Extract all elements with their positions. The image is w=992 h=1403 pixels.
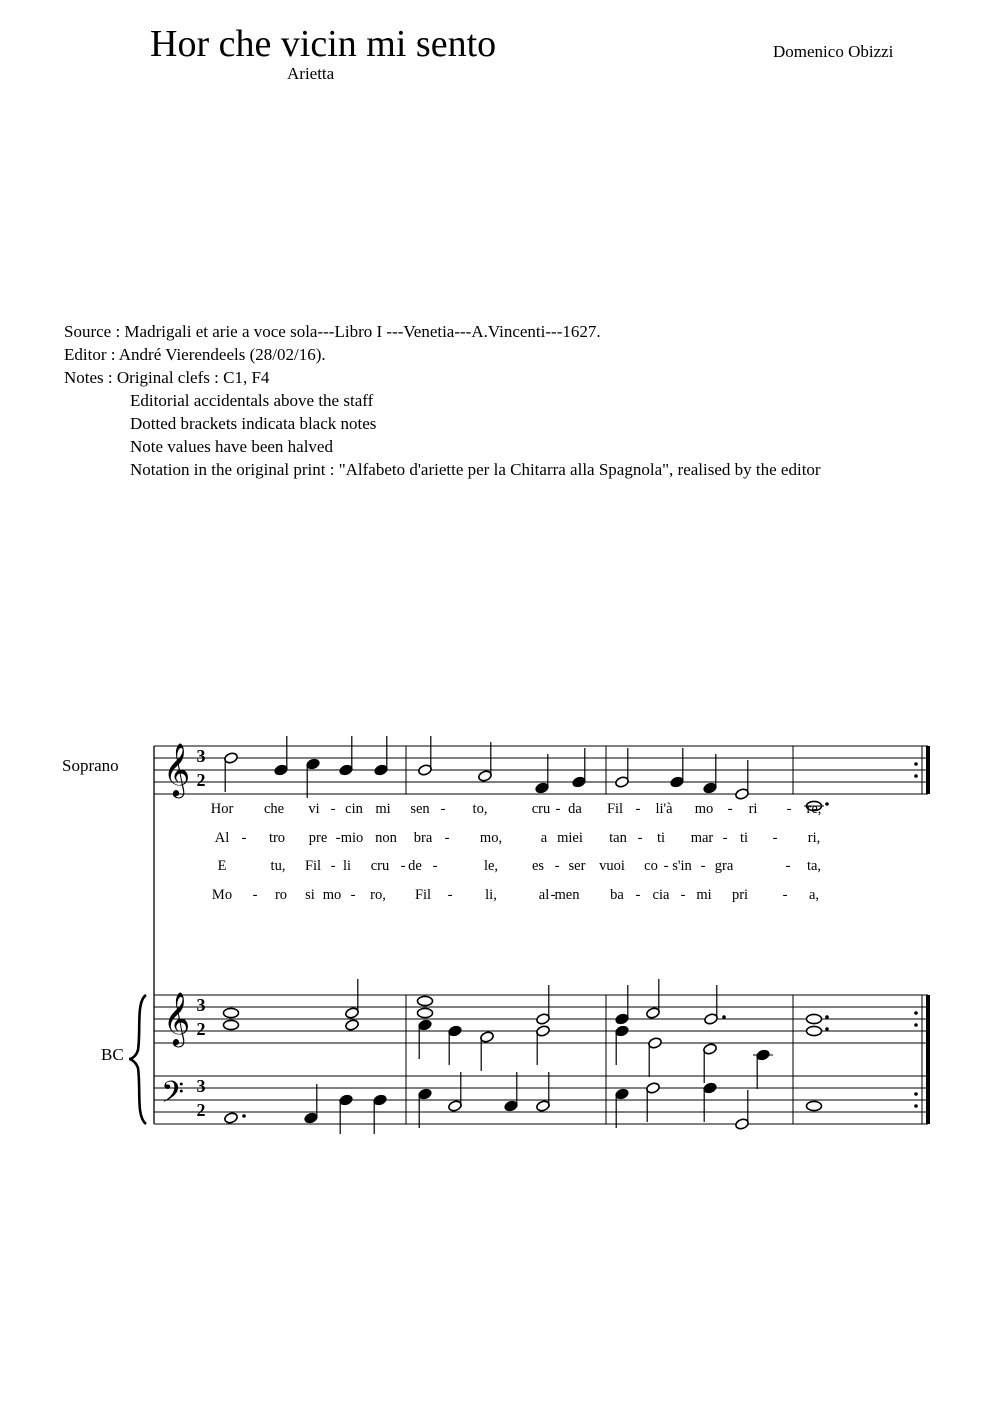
note <box>224 752 239 792</box>
lyric-hyphen: - <box>330 858 336 874</box>
lyric-syllable: Fil <box>304 858 322 874</box>
lyric-syllable: co <box>644 858 658 874</box>
lyric-syllable: es <box>531 858 545 874</box>
lyric-syllable: vuoi <box>599 858 625 874</box>
bc-label: BC <box>101 1045 124 1064</box>
lyric-syllable: tu, <box>270 858 286 874</box>
lyric-syllable: li, <box>485 887 497 903</box>
note <box>536 1025 551 1065</box>
note <box>418 1019 433 1059</box>
bc-bass-staff <box>154 1076 928 1124</box>
lyric-syllable: Mo <box>211 887 233 903</box>
note <box>536 985 551 1025</box>
lyric-syllable: mo <box>694 801 714 817</box>
note <box>418 1008 433 1017</box>
lyrics <box>211 801 822 903</box>
lyric-hyphen: - <box>432 858 438 874</box>
lyric-syllable: ri <box>748 801 758 817</box>
lyric-syllable: re, <box>806 801 822 817</box>
lyric-hyphen: - <box>444 830 450 846</box>
notes-label-line: Notes : Original clefs : C1, F4 <box>64 368 270 387</box>
note <box>306 758 321 798</box>
notes-line: Notation in the original print : "Alfabeto d'ariette per la Chitarra alla Spagnola", realised by the editor <box>130 460 821 479</box>
lyric-hyphen: - <box>722 830 728 846</box>
note <box>478 742 493 782</box>
soprano-label: Soprano <box>62 756 119 775</box>
note <box>615 985 630 1025</box>
note <box>504 1072 519 1112</box>
lyric-syllable: pri <box>731 887 749 903</box>
lyric-syllable: ti <box>739 830 749 846</box>
bar-lines <box>406 746 793 1124</box>
lyric-syllable: miei <box>557 830 583 846</box>
time-signature-bottom: 2 <box>196 1019 206 1039</box>
treble-clef-icon: 𝄞 <box>163 744 191 795</box>
note <box>615 1025 630 1065</box>
note <box>615 1088 630 1128</box>
lyric-syllable: da <box>568 801 582 817</box>
note <box>345 979 360 1019</box>
lyric-syllable: si <box>305 887 315 903</box>
lyric-hyphen: - <box>727 801 733 817</box>
lyric-syllable: cru <box>531 801 551 817</box>
lyric-hyphen: - <box>680 887 686 903</box>
lyric-hyphen: - <box>555 801 561 817</box>
lyric-hyphen: - <box>241 830 247 846</box>
note <box>703 1043 718 1083</box>
lyric-syllable: sen <box>410 801 430 817</box>
lyric-hyphen: - <box>550 887 556 903</box>
note <box>615 748 630 788</box>
lyric-syllable: vi <box>308 801 320 817</box>
note <box>536 1072 551 1112</box>
page-subtitle: Arietta <box>287 64 335 83</box>
lyric-syllable: li'à <box>655 801 673 817</box>
lyric-syllable: Fil <box>606 801 624 817</box>
note <box>703 1082 718 1122</box>
lyric-hyphen: - <box>440 801 446 817</box>
note <box>339 736 354 776</box>
lyric-syllable: ti <box>656 830 666 846</box>
note <box>646 1082 661 1122</box>
lyric-hyphen: - <box>700 858 706 874</box>
note <box>448 1072 463 1112</box>
time-signature-bottom: 2 <box>196 1100 206 1120</box>
lyric-syllable: a, <box>808 887 820 903</box>
lyric-syllable: cru <box>370 858 390 874</box>
lyric-syllable: to, <box>472 801 488 817</box>
lyric-syllable: bra <box>413 830 433 846</box>
lyric-syllable: mar <box>690 830 714 846</box>
source-line: Source : Madrigali et arie a voce sola---Libro I ---Venetia---A.Vincenti---1627. <box>64 322 601 341</box>
grand-staff-brace <box>129 995 146 1124</box>
note <box>374 736 389 776</box>
note <box>418 996 433 1005</box>
note <box>572 748 587 788</box>
note <box>418 736 433 776</box>
lyric-syllable: E <box>217 858 227 874</box>
note <box>703 754 718 794</box>
note <box>480 1031 495 1071</box>
time-signature-top: 3 <box>196 995 206 1015</box>
lyric-syllable: tro <box>268 830 286 846</box>
note <box>345 1019 360 1032</box>
bass-clef-icon: 𝄢 <box>161 1076 185 1116</box>
lyric-hyphen: - <box>635 887 641 903</box>
lyric-syllable: mi <box>375 801 391 817</box>
lyric-hyphen: - <box>447 887 453 903</box>
note <box>418 1088 433 1128</box>
lyric-syllable: al <box>538 887 550 903</box>
note <box>807 1101 822 1110</box>
page-title: Hor che vicin mi sento <box>150 23 497 65</box>
lyric-hyphen: - <box>782 887 788 903</box>
notes-line: Dotted brackets indicata black notes <box>130 414 377 433</box>
lyric-syllable: gra <box>714 858 734 874</box>
lyric-syllable: Al <box>214 830 230 846</box>
lyric-hyphen: - <box>335 830 341 846</box>
lyric-syllable: non <box>375 830 397 846</box>
lyric-hyphen: - <box>252 887 258 903</box>
note <box>373 1094 388 1134</box>
lyric-hyphen: - <box>350 887 356 903</box>
lyric-hyphen: - <box>663 858 669 874</box>
lyric-hyphen: - <box>786 801 792 817</box>
lyric-hyphen: - <box>635 801 641 817</box>
lyric-syllable: ro, <box>370 887 386 903</box>
lyric-syllable: le, <box>483 858 499 874</box>
lyric-syllable: mio <box>340 830 364 846</box>
lyric-syllable: cia <box>652 887 670 903</box>
lyric-syllable: mi <box>696 887 712 903</box>
notes-line: Note values have been halved <box>130 437 333 456</box>
lyric-hyphen: - <box>554 858 560 874</box>
note <box>224 1020 239 1029</box>
lyric-syllable: Fil <box>414 887 432 903</box>
lyric-syllable: ba <box>610 887 624 903</box>
lyric-syllable: Hor <box>210 801 234 817</box>
lyric-syllable: a <box>540 830 548 846</box>
time-signature-top: 3 <box>196 746 206 766</box>
lyric-hyphen: - <box>400 858 406 874</box>
lyric-syllable: cin <box>345 801 363 817</box>
composer-name: Domenico Obizzi <box>773 42 894 61</box>
note <box>448 1025 463 1065</box>
lyric-syllable: ro <box>274 887 288 903</box>
bc-notes <box>224 979 829 1134</box>
note <box>224 1008 239 1017</box>
lyric-syllable: de <box>408 858 422 874</box>
lyric-hyphen: - <box>330 801 336 817</box>
note <box>670 748 685 788</box>
soprano-notes <box>224 736 829 811</box>
lyric-syllable: men <box>554 887 580 903</box>
lyric-syllable: li <box>342 858 352 874</box>
lyric-hyphen: - <box>785 858 791 874</box>
note <box>535 754 550 794</box>
lyric-syllable: pre <box>308 830 328 846</box>
lyric-syllable: s'in <box>672 858 692 874</box>
note <box>735 1090 750 1130</box>
note <box>304 1084 319 1124</box>
lyric-syllable: mo <box>322 887 342 903</box>
note <box>339 1094 354 1134</box>
note <box>648 1037 663 1077</box>
lyric-syllable: ta, <box>806 858 822 874</box>
note <box>735 760 750 800</box>
treble-clef-icon: 𝄞 <box>163 993 191 1044</box>
lyric-hyphen: - <box>772 830 778 846</box>
time-signature-bottom: 2 <box>196 770 206 790</box>
notes-line: Editorial accidentals above the staff <box>130 391 374 410</box>
lyric-syllable: ser <box>568 858 586 874</box>
note <box>224 1112 246 1125</box>
editor-line: Editor : André Vierendeels (28/02/16). <box>64 345 326 364</box>
note <box>646 979 661 1019</box>
lyric-syllable: mo, <box>479 830 503 846</box>
final-repeat-barline <box>914 746 930 1124</box>
time-signature-top: 3 <box>196 1076 206 1096</box>
lyric-hyphen: - <box>637 830 643 846</box>
lyric-syllable: che <box>263 801 285 817</box>
note <box>274 736 289 776</box>
lyric-syllable: ri, <box>807 830 821 846</box>
lyric-syllable: tan <box>609 830 627 846</box>
